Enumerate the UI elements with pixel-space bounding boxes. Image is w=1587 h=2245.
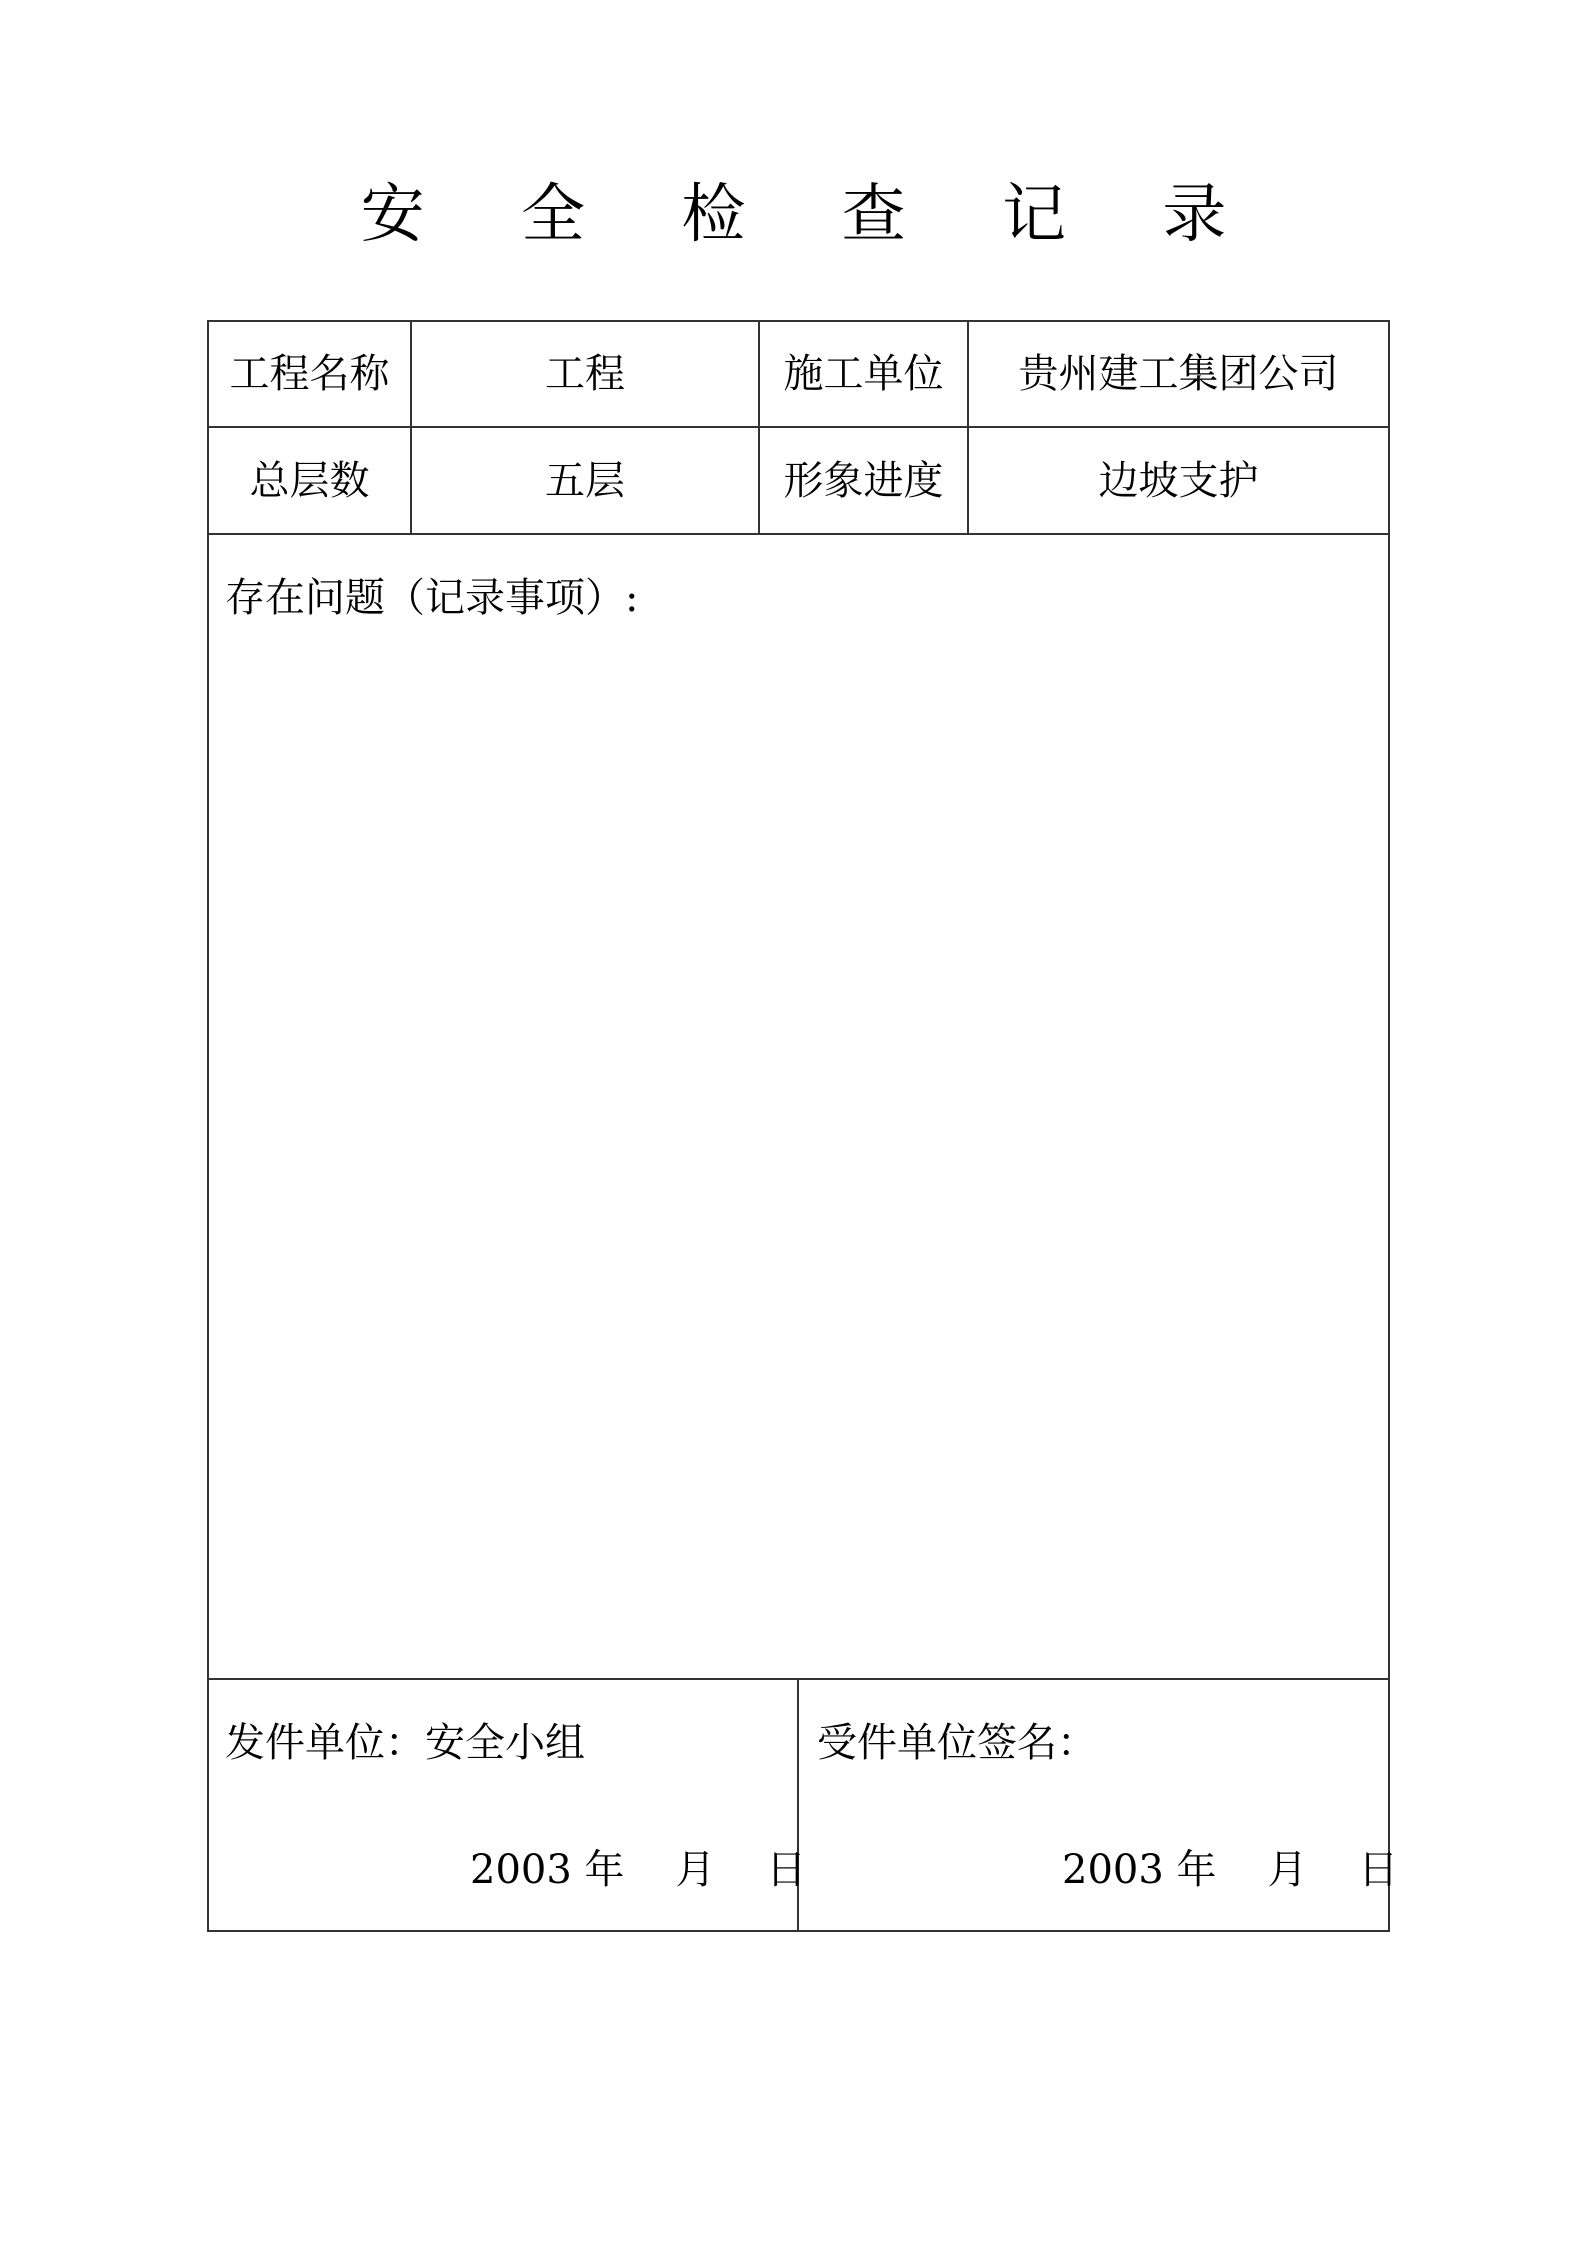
issuer-label: 发件单位：安全小组 — [225, 1720, 585, 1766]
column-divider — [797, 1678, 799, 1932]
project-name-value: 工程 — [545, 351, 625, 397]
issuer-date: 2003 年 月 日 — [470, 1847, 807, 1893]
row-divider — [207, 533, 1390, 535]
page-title: 安 全 检 查 记 录 — [360, 178, 1265, 252]
total-floors-value: 五层 — [545, 457, 625, 504]
total-floors-label: 总层数 — [249, 457, 370, 504]
progress-label: 形象进度 — [783, 457, 944, 504]
issues-label: 存在问题（记录事项）: — [225, 575, 639, 621]
contractor-value: 贵州建工集团公司 — [1018, 351, 1339, 397]
project-name-label: 工程名称 — [229, 351, 390, 397]
progress-value: 边坡支护 — [1098, 457, 1259, 504]
receiver-label: 受件单位签名： — [817, 1720, 1097, 1766]
receiver-date: 2003 年 月 日 — [1062, 1847, 1399, 1893]
contractor-label: 施工单位 — [783, 351, 944, 397]
